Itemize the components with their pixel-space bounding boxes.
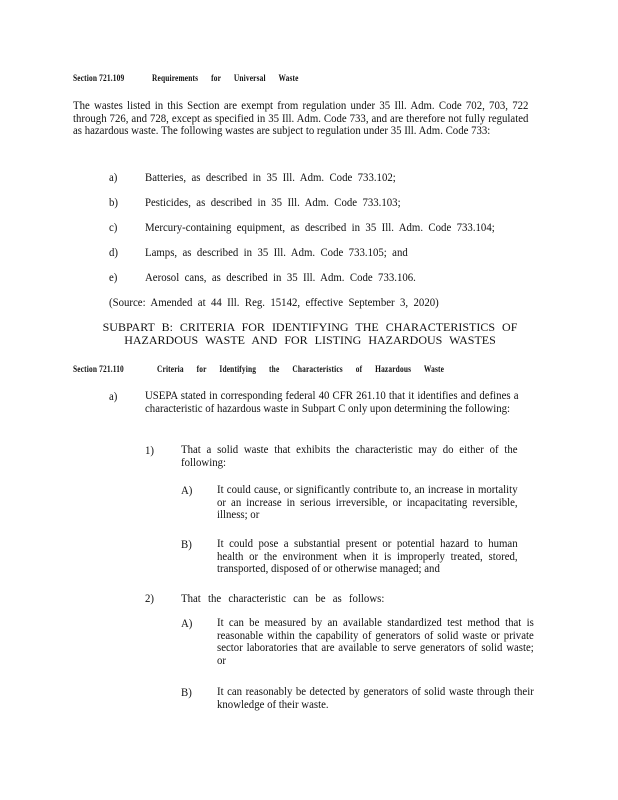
- item-1-label: 1): [145, 443, 154, 457]
- section-110-number: Section 721.110: [73, 365, 124, 375]
- item-2b-label: B): [181, 685, 192, 699]
- item-1a-text: It could cause, or significantly contribute to, an increase in mortality or an increase in serious irreversible, or incapacitating reversible, illness; or: [217, 482, 518, 521]
- subpart-heading-line2: HAZARDOUS WASTE AND FOR LISTING HAZARDOUS WASTES: [124, 333, 496, 347]
- list-item-label: b): [109, 195, 118, 209]
- item-2a-label: A): [181, 616, 193, 630]
- list-item-label: d): [109, 245, 118, 259]
- item-2b-text: It can reasonably be detected by generators of solid waste through their knowledge of their waste.: [217, 684, 534, 711]
- source-note: (Source: Amended at 44 Ill. Reg. 15142, effective September 3, 2020): [109, 295, 439, 309]
- subpart-heading-line1: SUBPART B: CRITERIA FOR IDENTIFYING THE CHARACTERISTICS OF: [102, 320, 518, 334]
- subpart-heading: [100, 321, 520, 347]
- list-item-label: a): [109, 170, 118, 184]
- item-1b-text: It could pose a substantial present or potential hazard to human health or the environment when it is improperly treated, stored, transported, disposed of or otherwise managed; and: [217, 536, 518, 575]
- list-item-text: Lamps, as described in 35 Ill. Adm. Code 733.105; and: [145, 245, 408, 259]
- section-109-number: Section 721.109: [73, 74, 125, 84]
- item-1b-label: B): [181, 537, 192, 551]
- item-1-text: That a solid waste that exhibits the characteristic may do either of the following:: [181, 442, 518, 469]
- item-a-text: USEPA stated in corresponding federal 40 CFR 261.10 that it identifies and defines a characteristic of hazardous waste in Subpart C only upon determining the following:: [145, 388, 519, 415]
- item-2a-text: It can be measured by an available standardized test method that is reasonable within the capability of generators of solid waste or private sector laboratories that are available to serve generators of solid waste; or: [217, 615, 534, 667]
- list-item-text: Mercury-containing equipment, as described in 35 Ill. Adm. Code 733.104;: [145, 220, 495, 234]
- section-109-intro: The wastes listed in this Section are exempt from regulation under 35 Ill. Adm. Code 702, 703, 722 through 726, and 728, except as specified in 35 Ill. Adm. Code 733, and are therefore not fully regulated as hazardous waste. The following wastes are subject to regulation under 35 Ill. Adm. Code 733:: [73, 98, 529, 137]
- item-a-label: a): [109, 389, 118, 403]
- list-item-text: Aerosol cans, as described in 35 Ill. Adm. Code 733.106.: [145, 270, 416, 284]
- item-2-text: That the characteristic can be as follows:: [181, 591, 385, 605]
- section-109-title: Requirements for Universal Waste: [152, 74, 299, 84]
- list-item-label: e): [109, 270, 118, 284]
- section-110-title: Criteria for Identifying the Characteristics of Hazardous Waste: [157, 365, 445, 375]
- item-1a-label: A): [181, 483, 193, 497]
- list-item-text: Batteries, as described in 35 Ill. Adm. Code 733.102;: [145, 170, 396, 184]
- list-item-label: c): [109, 220, 118, 234]
- item-2-label: 2): [145, 591, 154, 605]
- list-item-text: Pesticides, as described in 35 Ill. Adm. Code 733.103;: [145, 195, 401, 209]
